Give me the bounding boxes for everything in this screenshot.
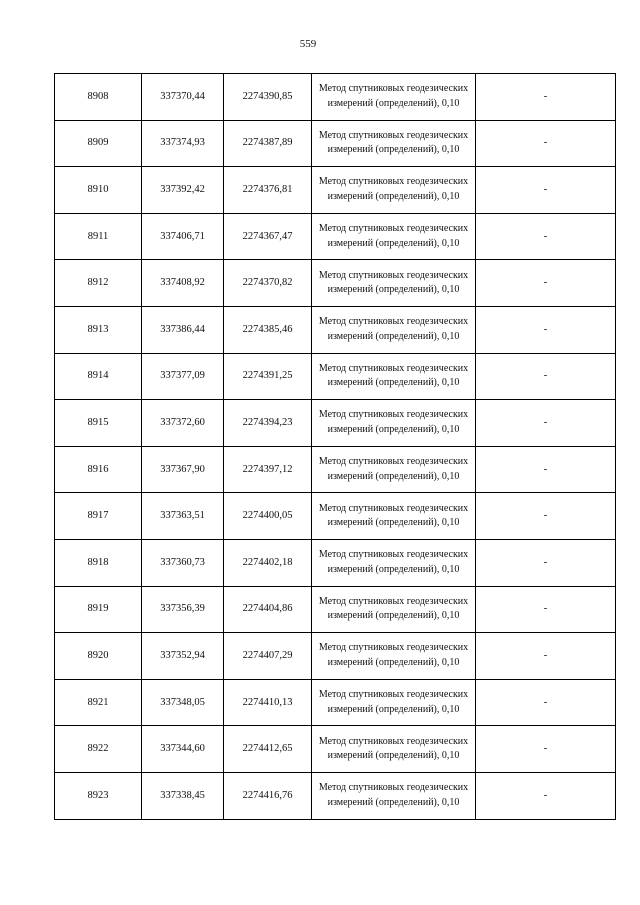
- note-cell: -: [476, 306, 616, 353]
- x-coordinate-cell: 337392,42: [142, 167, 224, 214]
- method-accuracy-cell: Метод спутниковых геодезических измерений (определений), 0,10: [312, 120, 476, 167]
- method-accuracy-cell: Метод спутниковых геодезических измерений (определений), 0,10: [312, 306, 476, 353]
- table-row: [55, 772, 616, 819]
- note-cell: -: [476, 446, 616, 493]
- y-coordinate-cell: 2274412,65: [224, 726, 312, 773]
- method-accuracy-cell: Метод спутниковых геодезических измерений (определений), 0,10: [312, 772, 476, 819]
- method-accuracy-cell: Метод спутниковых геодезических измерений (определений), 0,10: [312, 586, 476, 633]
- y-coordinate-cell: 2274394,23: [224, 400, 312, 447]
- x-coordinate-cell: 337370,44: [142, 74, 224, 121]
- point-number-cell: 8912: [55, 260, 142, 307]
- note-cell: -: [476, 120, 616, 167]
- y-coordinate-cell: 2274390,85: [224, 74, 312, 121]
- note-cell: -: [476, 772, 616, 819]
- table-row: [55, 726, 616, 773]
- x-coordinate-cell: 337352,94: [142, 633, 224, 680]
- method-accuracy-cell: Метод спутниковых геодезических измерений (определений), 0,10: [312, 353, 476, 400]
- point-number-cell: 8923: [55, 772, 142, 819]
- x-coordinate-cell: 337338,45: [142, 772, 224, 819]
- x-coordinate-cell: 337363,51: [142, 493, 224, 540]
- note-cell: -: [476, 74, 616, 121]
- table-row: [55, 493, 616, 540]
- y-coordinate-cell: 2274376,81: [224, 167, 312, 214]
- y-coordinate-cell: 2274391,25: [224, 353, 312, 400]
- table-row: [55, 260, 616, 307]
- y-coordinate-cell: 2274416,76: [224, 772, 312, 819]
- point-number-cell: 8909: [55, 120, 142, 167]
- note-cell: -: [476, 539, 616, 586]
- point-number-cell: 8922: [55, 726, 142, 773]
- table-row: [55, 679, 616, 726]
- note-cell: -: [476, 167, 616, 214]
- note-cell: -: [476, 726, 616, 773]
- y-coordinate-cell: 2274367,47: [224, 213, 312, 260]
- y-coordinate-cell: 2274402,18: [224, 539, 312, 586]
- x-coordinate-cell: 337377,09: [142, 353, 224, 400]
- table-row: [55, 446, 616, 493]
- method-accuracy-cell: Метод спутниковых геодезических измерений (определений), 0,10: [312, 400, 476, 447]
- x-coordinate-cell: 337408,92: [142, 260, 224, 307]
- y-coordinate-cell: 2274397,12: [224, 446, 312, 493]
- point-number-cell: 8919: [55, 586, 142, 633]
- note-cell: -: [476, 353, 616, 400]
- method-accuracy-cell: Метод спутниковых геодезических измерений (определений), 0,10: [312, 213, 476, 260]
- method-accuracy-cell: Метод спутниковых геодезических измерений (определений), 0,10: [312, 633, 476, 680]
- point-number-cell: 8908: [55, 74, 142, 121]
- point-number-cell: 8917: [55, 493, 142, 540]
- point-number-cell: 8910: [55, 167, 142, 214]
- method-accuracy-cell: Метод спутниковых геодезических измерений (определений), 0,10: [312, 260, 476, 307]
- y-coordinate-cell: 2274410,13: [224, 679, 312, 726]
- method-accuracy-cell: Метод спутниковых геодезических измерений (определений), 0,10: [312, 446, 476, 493]
- point-number-cell: 8914: [55, 353, 142, 400]
- point-number-cell: 8916: [55, 446, 142, 493]
- method-accuracy-cell: Метод спутниковых геодезических измерений (определений), 0,10: [312, 74, 476, 121]
- note-cell: -: [476, 586, 616, 633]
- method-accuracy-cell: Метод спутниковых геодезических измерений (определений), 0,10: [312, 167, 476, 214]
- point-number-cell: 8915: [55, 400, 142, 447]
- table-row: [55, 539, 616, 586]
- table-row: [55, 633, 616, 680]
- table-row: [55, 306, 616, 353]
- note-cell: -: [476, 679, 616, 726]
- method-accuracy-cell: Метод спутниковых геодезических измерений (определений), 0,10: [312, 679, 476, 726]
- x-coordinate-cell: 337360,73: [142, 539, 224, 586]
- x-coordinate-cell: 337372,60: [142, 400, 224, 447]
- table-row: [55, 213, 616, 260]
- point-number-cell: 8913: [55, 306, 142, 353]
- table-row: [55, 400, 616, 447]
- x-coordinate-cell: 337356,39: [142, 586, 224, 633]
- x-coordinate-cell: 337374,93: [142, 120, 224, 167]
- table-row: [55, 120, 616, 167]
- y-coordinate-cell: 2274370,82: [224, 260, 312, 307]
- table-row: [55, 353, 616, 400]
- y-coordinate-cell: 2274404,86: [224, 586, 312, 633]
- y-coordinate-cell: 2274407,29: [224, 633, 312, 680]
- coordinates-table: [54, 73, 616, 820]
- y-coordinate-cell: 2274400,05: [224, 493, 312, 540]
- point-number-cell: 8920: [55, 633, 142, 680]
- x-coordinate-cell: 337386,44: [142, 306, 224, 353]
- x-coordinate-cell: 337406,71: [142, 213, 224, 260]
- y-coordinate-cell: 2274385,46: [224, 306, 312, 353]
- method-accuracy-cell: Метод спутниковых геодезических измерений (определений), 0,10: [312, 539, 476, 586]
- coordinates-table-body: [55, 74, 616, 820]
- x-coordinate-cell: 337344,60: [142, 726, 224, 773]
- x-coordinate-cell: 337348,05: [142, 679, 224, 726]
- note-cell: -: [476, 633, 616, 680]
- x-coordinate-cell: 337367,90: [142, 446, 224, 493]
- table-row: [55, 74, 616, 121]
- note-cell: -: [476, 400, 616, 447]
- note-cell: -: [476, 493, 616, 540]
- method-accuracy-cell: Метод спутниковых геодезических измерений (определений), 0,10: [312, 726, 476, 773]
- y-coordinate-cell: 2274387,89: [224, 120, 312, 167]
- note-cell: -: [476, 213, 616, 260]
- point-number-cell: 8921: [55, 679, 142, 726]
- table-row: [55, 167, 616, 214]
- page-number: 559: [299, 38, 317, 50]
- point-number-cell: 8918: [55, 539, 142, 586]
- table-row: [55, 586, 616, 633]
- point-number-cell: 8911: [55, 213, 142, 260]
- method-accuracy-cell: Метод спутниковых геодезических измерений (определений), 0,10: [312, 493, 476, 540]
- note-cell: -: [476, 260, 616, 307]
